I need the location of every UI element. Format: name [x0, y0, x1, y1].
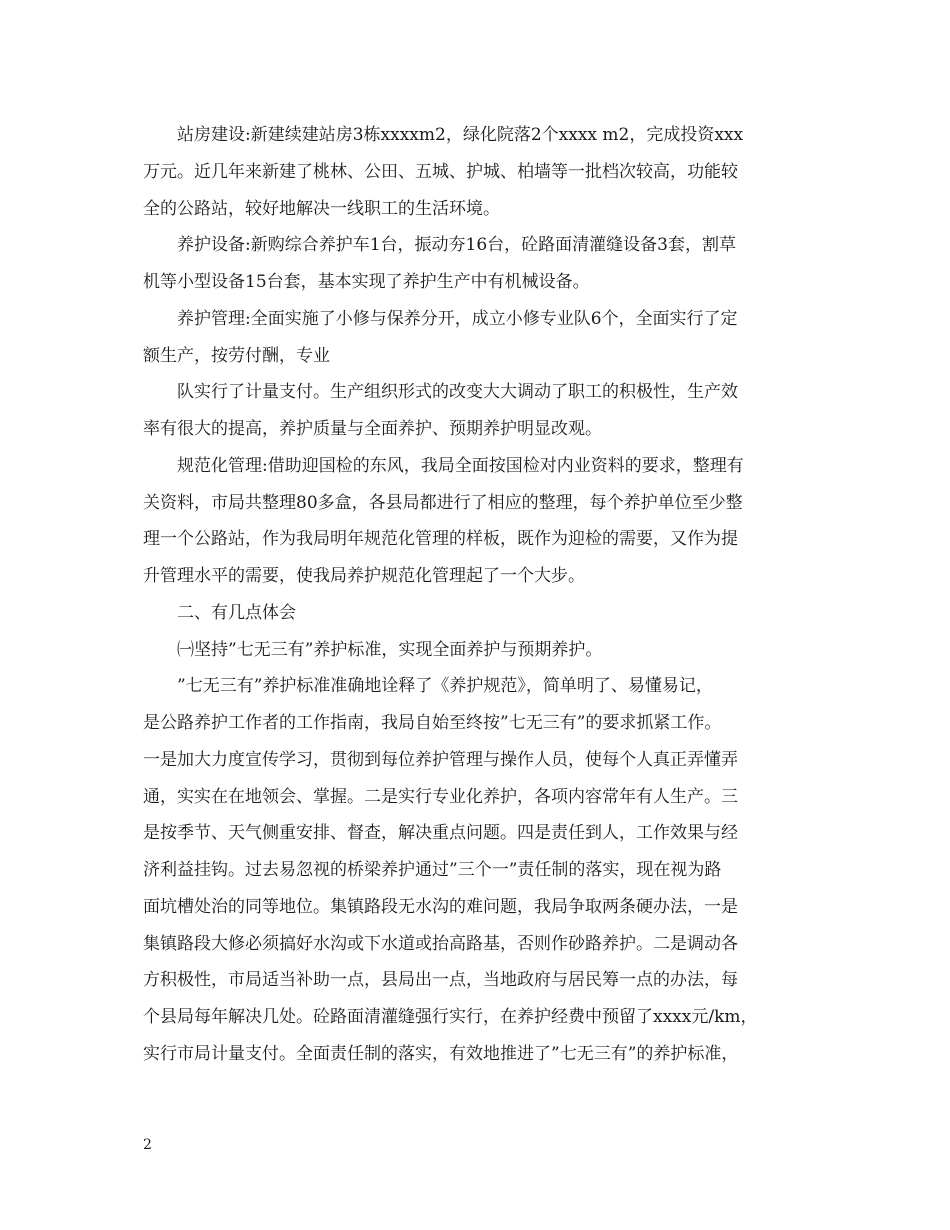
text-line: 面坑槽处治的同等地位。集镇路段无水沟的难问题，我局争取两条硬办法，一是	[143, 896, 738, 917]
text-line: 实行市局计量支付。全面责任制的落实，有效地推进了”七无三有”的养护标准，	[143, 1043, 739, 1064]
text-line: 一是加大力度宣传学习，贯彻到每位养护管理与操作人员，使每个人真正弄懂弄	[143, 749, 738, 770]
text-line: 机等小型设备15台套，基本实现了养护生产中有机械设备。	[143, 272, 590, 292]
text-line: 率有很大的提高，养护质量与全面养护、预期养护明显改观。	[143, 419, 602, 439]
text-line: 规范化管理:借助迎国检的东风，我局全面按国检对内业资料的要求，整理有	[177, 455, 744, 476]
text-line: 通，实实在在地领会、掌握。二是实行专业化养护，各项内容常年有人生产。三	[143, 786, 738, 807]
subsection-heading: ㈠坚持”七无三有”养护标准，实现全面养护与预期养护。	[177, 639, 603, 660]
section-heading: 二、有几点体会	[177, 602, 296, 623]
text-line: 个县局每年解决几处。砼路面清灌缝强行实行，在养护经费中预留了xxxx元/km，	[143, 1007, 758, 1027]
text-line: 养护管理:全面实施了小修与保养分开，成立小修专业队6个，全面实行了定	[177, 308, 738, 329]
text-line: 额生产，按劳付酬，专业	[143, 345, 330, 366]
page-number: 2	[143, 1137, 152, 1153]
text-line: 升管理水平的需要，使我局养护规范化管理起了一个大步。	[143, 566, 585, 586]
text-line: ”七无三有”养护标准准确地诠释了《养护规范》，简单明了、易懂易记，	[177, 676, 713, 697]
text-line: 站房建设:新建续建站房3栋xxxxm2，绿化院落2个xxxx m2，完成投资xxx	[177, 125, 744, 145]
text-line: 万元。近几年来新建了桃林、公田、五城、护城、柏墙等一批档次较高，功能较	[143, 161, 738, 182]
text-line: 是公路养护工作者的工作指南，我局自始至终按”七无三有”的要求抓紧工作。	[143, 713, 722, 733]
text-line: 全的公路站，较好地解决一线职工的生活环境。	[143, 198, 500, 219]
text-line: 方积极性，市局适当补助一点，县局出一点，当地政府与居民筹一点的办法，每	[143, 970, 738, 991]
text-line: 济利益挂钩。过去易忽视的桥梁养护通过”三个一”责任制的落实，现在视为路	[143, 860, 722, 880]
text-line: 集镇路段大修必须搞好水沟或下水道或抬高路基，否则作砂路养护。二是调动各	[143, 933, 738, 954]
text-line: 队实行了计量支付。生产组织形式的改变大大调动了职工的积极性，生产效	[177, 382, 738, 403]
text-line: 关资料，市局共整理80多盒，各县局都进行了相应的整理，每个养护单位至少整	[143, 492, 743, 513]
body-text	[143, 117, 813, 1073]
text-line: 理一个公路站，作为我局明年规范化管理的样板，既作为迎检的需要，又作为提	[143, 529, 738, 550]
text-line: 是按季节、天气侧重安排、督查，解决重点问题。四是责任到人，工作效果与经	[143, 823, 738, 844]
text-line: 养护设备:新购综合养护车1台，振动夯16台，砼路面清灌缝设备3套，割草	[177, 235, 736, 256]
